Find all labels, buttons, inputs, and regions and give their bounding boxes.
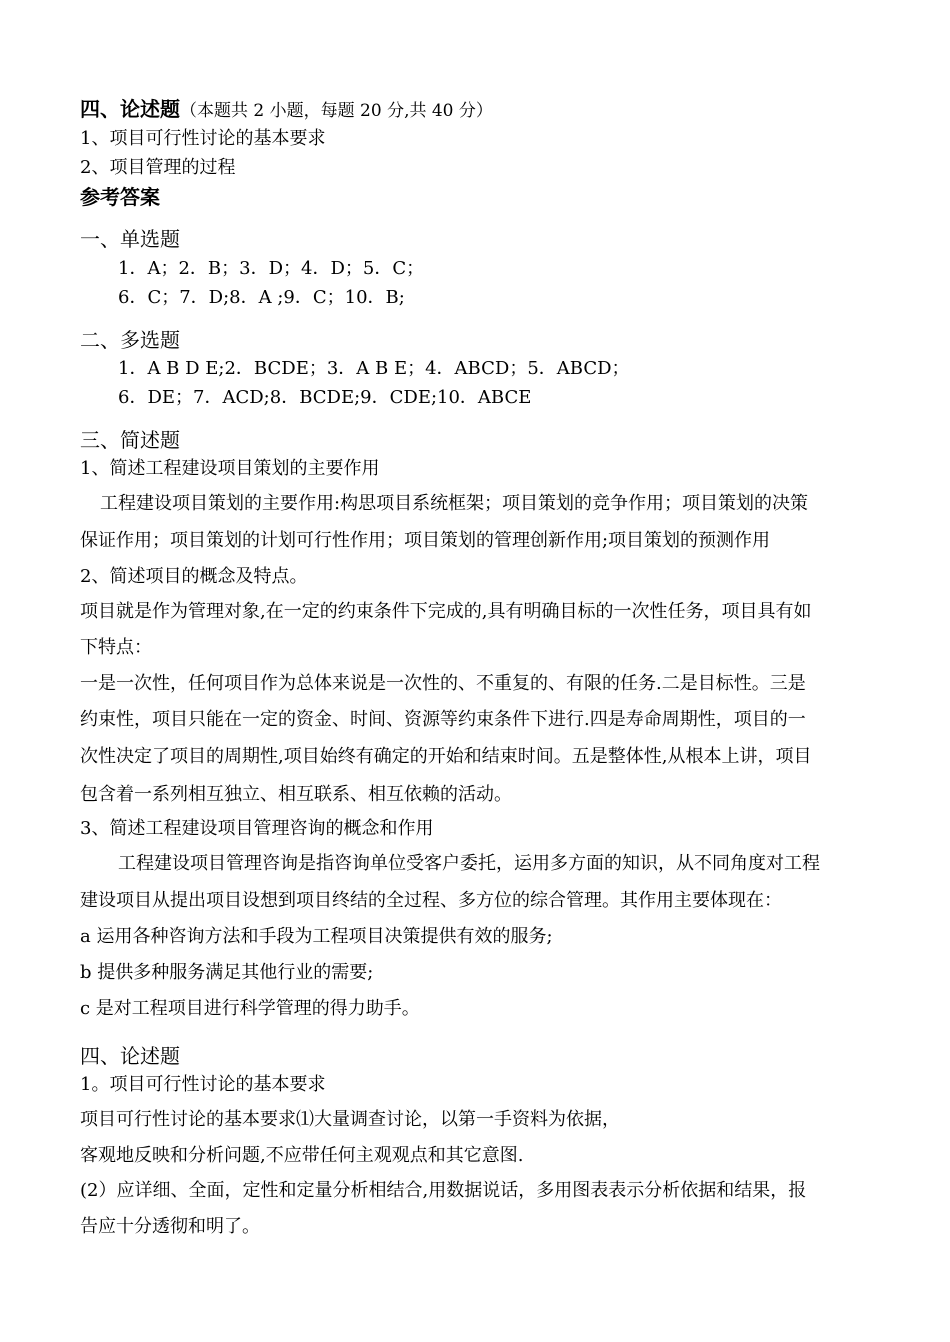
short-answer-2-line-4: 约束性，项目只能在一定的资金、时间、资源等约束条件下进行.四是寿命周期性，项目的一	[80, 709, 806, 730]
short-question-2: 2、简述项目的概念及特点。	[80, 566, 308, 587]
short-answer-2-line-6: 包含着一系列相互独立、相互联系、相互依赖的活动。	[80, 784, 512, 805]
short-answer-3-line-5: c 是对工程项目进行科学管理的得力助手。	[80, 998, 420, 1019]
essay-answer-1-line-1: 项目可行性讨论的基本要求⑴大量调查讨论，以第一手资料为依据，	[80, 1109, 620, 1130]
short-answer-3-line-1: 工程建设项目管理咨询是指咨询单位受客户委托，运用多方面的知识，从不同角度对工程	[118, 853, 820, 874]
essay-answer-1-line-4: 告应十分透彻和明了。	[80, 1216, 260, 1237]
part4-note: （本题共 2 小题，每题 20 分,共 40 分）	[180, 101, 493, 121]
short-answer-2-line-1: 项目就是作为管理对象,在一定的约束条件下完成的,具有明确目标的一次性任务，项目具有如	[80, 601, 812, 622]
part4-title: 四、论述题	[80, 97, 180, 121]
multi-choice-answers-1: 1．A B D E;2．BCDE；3．A B E；4．ABCD；5．ABCD；	[118, 358, 630, 379]
essay-answer-1-line-2: 客观地反映和分析问题,不应带任何主观观点和其它意图.	[80, 1145, 524, 1166]
single-choice-answers-2: 6．C；7．D;8．A ;9．C；10．B;	[118, 287, 405, 308]
essay-question-1: 1。项目可行性讨论的基本要求	[80, 1074, 326, 1095]
short-answer-2-line-2: 下特点：	[80, 637, 152, 658]
multi-choice-answers-2: 6．DE；7．ACD;8．BCDE;9．CDE;10．ABCE	[118, 387, 532, 408]
short-answer-title: 三、简述题	[80, 428, 180, 452]
part4-heading	[80, 98, 872, 122]
part4-question-2: 2、项目管理的过程	[80, 157, 236, 178]
essay-answer-1-line-3: (2）应详细、全面，定性和定量分析相结合,用数据说话，多用图表表示分析依据和结果，报	[80, 1180, 807, 1201]
part4-question-1: 1、项目可行性讨论的基本要求	[80, 128, 326, 149]
single-choice-title: 一、单选题	[80, 227, 180, 251]
short-answer-1-line-1: 工程建设项目策划的主要作用:构思项目系统框架；项目策划的竞争作用；项目策划的决策	[100, 493, 809, 514]
short-answer-3-line-3: a 运用各种咨询方法和手段为工程项目决策提供有效的服务;	[80, 926, 553, 947]
short-answer-2-line-3: 一是一次性，任何项目作为总体来说是一次性的、不重复的、有限的任务.二是目标性。三是	[80, 673, 806, 694]
essay-title: 四、论述题	[80, 1044, 180, 1068]
short-answer-2-line-5: 次性决定了项目的周期性,项目始终有确定的开始和结束时间。五是整体性,从根本上讲，项目	[80, 746, 812, 767]
short-answer-3-line-2: 建设项目从提出项目设想到项目终结的全过程、多方位的综合管理。其作用主要体现在：	[80, 890, 782, 911]
short-answer-1-line-2: 保证作用；项目策划的计划可行性作用；项目策划的管理创新作用;项目策划的预测作用	[80, 530, 771, 551]
short-question-1: 1、简述工程建设项目策划的主要作用	[80, 458, 380, 479]
multi-choice-title: 二、多选题	[80, 328, 180, 352]
single-choice-answers-1: 1．A；2．B；3．D；4．D；5．C；	[118, 258, 425, 279]
short-answer-3-line-4: b 提供多种服务满足其他行业的需要;	[80, 962, 374, 983]
answers-title: 参考答案	[80, 185, 160, 209]
short-question-3: 3、简述工程建设项目管理咨询的概念和作用	[80, 818, 434, 839]
